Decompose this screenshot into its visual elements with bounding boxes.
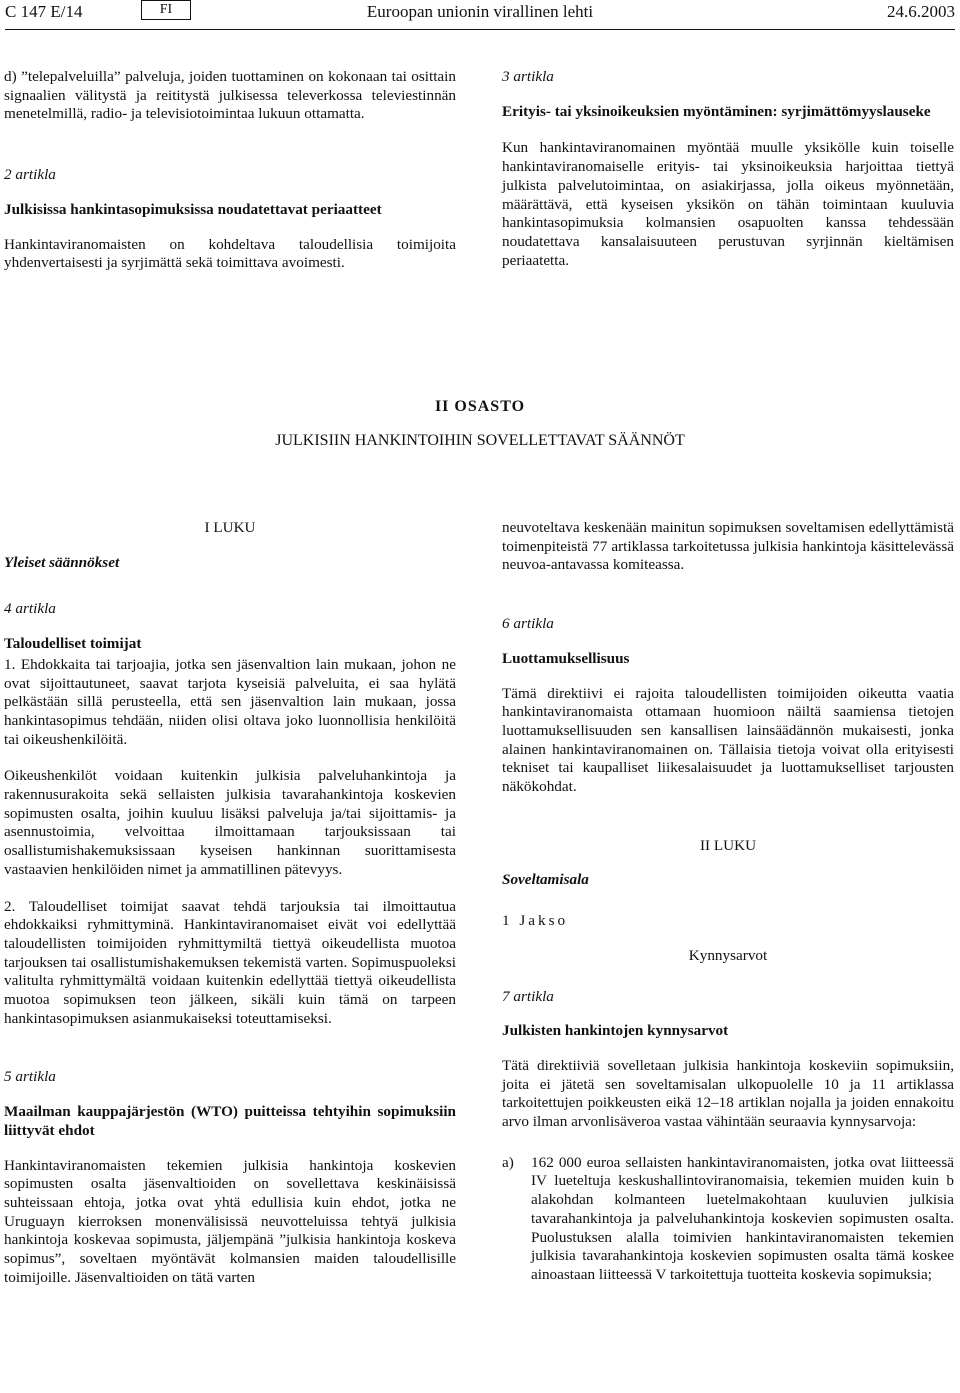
page-reference: C 147 E/14 <box>5 2 83 21</box>
continuation-text: neuvoteltava keskenään mainitun sopimuksen soveltamisen edellyttämistä toimenpiteistä 77 artiklassa tarkoitetussa julkisia hankintoja käsittelevässä neuvoa-antavassa komiteassa. <box>502 519 954 574</box>
list-item-a <box>502 1154 954 1285</box>
definition-d: d) ”telepalveluilla” palveluja, joiden tuottaminen on kokonaan tai osittain signaalien välitystä ja reititystä julkisessa televerkossa televiestinnän menetelmillä, radio- ja televisiotoimintaa lukuun ottamatta. <box>4 68 456 123</box>
section-title: II OSASTO <box>434 398 526 415</box>
article-4-paragraph-3: 2. Taloudelliset toimijat saavat tehdä tarjouksia tai ilmoittautua ehdokkaiksi ryhmittyminä. Hankintaviranomaiset eivät voi edellyttää taloudellisten toimijoiden ryhmittymiltä tiettyä oikeudellista muotoa tarjouksen tai osallistumishakemuksen tekemistä varten. Sopimuspuoleksi valitulta ryhmittymältä voidaan kuitenkin edellyttää tiettyä oikeudellista muotoa sopimuksen teon jälkeen, sikäli kuin tämä on tarpeen hankintasopimuksen asianmukaiseksi toteuttamiseksi. <box>4 897 456 1027</box>
list-item-a-label: a) <box>502 1153 514 1171</box>
article-2-title: Julkisissa hankintasopimuksissa noudatettavat periaatteet <box>4 200 382 218</box>
article-7-title: Julkisten hankintojen kynnysarvot <box>502 1022 729 1040</box>
jakso-title: Kynnysarvot <box>688 946 768 964</box>
journal-title: Euroopan unionin virallinen lehti <box>366 2 594 21</box>
article-2-text: Hankintaviranomaisten on kohdeltava taloudellisia toimijoita yhdenvertaisesti ja syrjimättä sekä toimittava avoimesti. <box>4 235 456 272</box>
chapter-1-title: Yleiset säännökset <box>4 553 120 571</box>
article-2-number: 2 artikla <box>4 166 56 184</box>
chapter-2-title: Soveltamisala <box>502 871 589 889</box>
jakso-label: 1 Jakso <box>502 912 569 930</box>
article-5-text: Hankintaviranomaisten tekemien julkisia hankintoja koskevien sopimusten osalta jäsenvaltioiden on sovellettava keskinäisissä suhteissaan ehtoja, jotka ovat yhtä edullisia kuin ehdot, jotka ne Uruguayn kierroksen monenvälisissä neuvotteluissa tehtyä julkisia hankintoja koskevaa sopimusta, jäljempänä ”julkisia hankintoja koskeva sopimus”, soveltaen myöntävät kolmansien maiden taloudellisille toimijoille. Jäsenvaltioiden on tätä varten <box>4 1156 456 1286</box>
article-4-number: 4 artikla <box>4 600 56 618</box>
article-6-number: 6 artikla <box>502 615 554 633</box>
article-5-number: 5 artikla <box>4 1068 56 1086</box>
lower-left-column <box>4 519 456 1288</box>
section-subtitle: JULKISIIN HANKINTOIHIN SOVELLETTAVAT SÄÄNNÖT <box>275 432 685 449</box>
chapter-1-label: I LUKU <box>204 519 256 536</box>
article-3-number: 3 artikla <box>502 68 554 85</box>
article-3-title: Erityis- tai yksinoikeuksien myöntäminen: syrjimättömyyslauseke <box>502 102 931 120</box>
publication-date: 24.6.2003 <box>887 2 955 21</box>
article-7-number: 7 artikla <box>502 987 554 1005</box>
article-6-text: Tämä direktiivi ei rajoita taloudellisten toimijoiden oikeutta vaatia hankintaviranomaista ottamaan huomioon näiltä saamiensa tietojen luottamuksellisuuden sen kansallisen lainsäädännön mukaisesti, jonka alainen hankintaviranomainen on. Tällaisia tietoja voivat olla erityisesti tekniset tai kaupalliset liikesalaisuudet ja luottamukselliset tarjousten näkökohdat. <box>502 684 954 796</box>
article-7-text: Tätä direktiiviä sovelletaan julkisia hankintoja koskeviin sopimuksiin, joita ei jätetä sen soveltamisalan ulkopuolelle 10 ja 11 artiklassa tarkoitettujen poikkeusten eikä 12–18 artiklan nojalla ja joiden ennakoitu arvo ilman arvonlisäveroa vastaa vähintään seuraavia kynnysarvoja: <box>502 1056 954 1131</box>
article-4-paragraph-2: Oikeushenkilöt voidaan kuitenkin julkisia palveluhankintoja ja rakennusurakoita sekä sellaisten julkisia tavarahankintoja koskevien sopimusten osalta, joihin kuuluu lisäksi palveluja ja/tai sijoittamis- ja asennustoimia, velvoittaa ilmoittamaan tarjouksissaan tai osallistumishakemuksissaan kyseisen hankinnan suorittamisesta vastaavien henkilöiden nimet ja ammatillinen pätevyys. <box>4 767 456 878</box>
article-3-text: Kun hankintaviranomainen myöntää muulle yksikölle kuin toiselle hankintaviranomaiselle erityis- tai yksinoikeuksia harjoittaa tiettyä julkista palvelutoimintaa, on asiakirjassa, jolla oikeus myönnetään, määrättävä, että kyseisen yksikön on tähän toimintaan kuuluvia hankintasopimuksia kolmansien osapuolten kanssa tehdessään noudatettava kansalaisuuteen perustuvan syrjinnän kieltämisen periaatetta. <box>502 139 954 269</box>
article-4-title: Taloudelliset toimijat <box>4 635 142 653</box>
language-badge: FI <box>141 0 191 20</box>
article-5-title: Maailman kauppajärjestön (WTO) puitteissa tehtyihin sopimuksiin liittyvät ehdot <box>4 1103 456 1139</box>
chapter-2-label: II LUKU <box>699 836 757 854</box>
page-header <box>5 0 955 30</box>
article-4-paragraph-1: 1. Ehdokkaita tai tarjoajia, jotka sen jäsenvaltion lain mukaan, johon ne ovat sijoittautuneet, saavat tarjota kyseisiä palveluita, ei saa hylätä pelkästään sillä perusteella, että sen jäsenvaltion lain mukaan, jossa hankintasopimus tehdään, niiden olisi oltava joko luonnollisia henkilöitä tai oikeushenkilöitä. <box>4 655 456 748</box>
lower-right-column <box>502 519 954 1285</box>
header-rule <box>5 29 955 30</box>
top-left-column <box>4 68 456 273</box>
list-item-a-text: 162 000 euroa sellaisten hankintaviranomaisten, jotka ovat liitteessä IV lueteltuja keskushallintoviranomaisia, tekemien muiden kuin b alakohdan kolmanteen luetelmakohtaan kuuluvien julkisia tavarahankintoja ja palveluhankintoja koskevien sopimusten osalta. Puolustuksen alalla toimivien hankintaviranomaisten tekemien julkisia tavarahankintoja koskevien sopimusten osalta tämä koskee ainoastaan liitteessä V tarkoitettuja tuotteita koskevia sopimuksia; <box>531 1153 954 1283</box>
top-right-column <box>502 68 954 270</box>
article-6-title: Luottamuksellisuus <box>502 649 630 667</box>
